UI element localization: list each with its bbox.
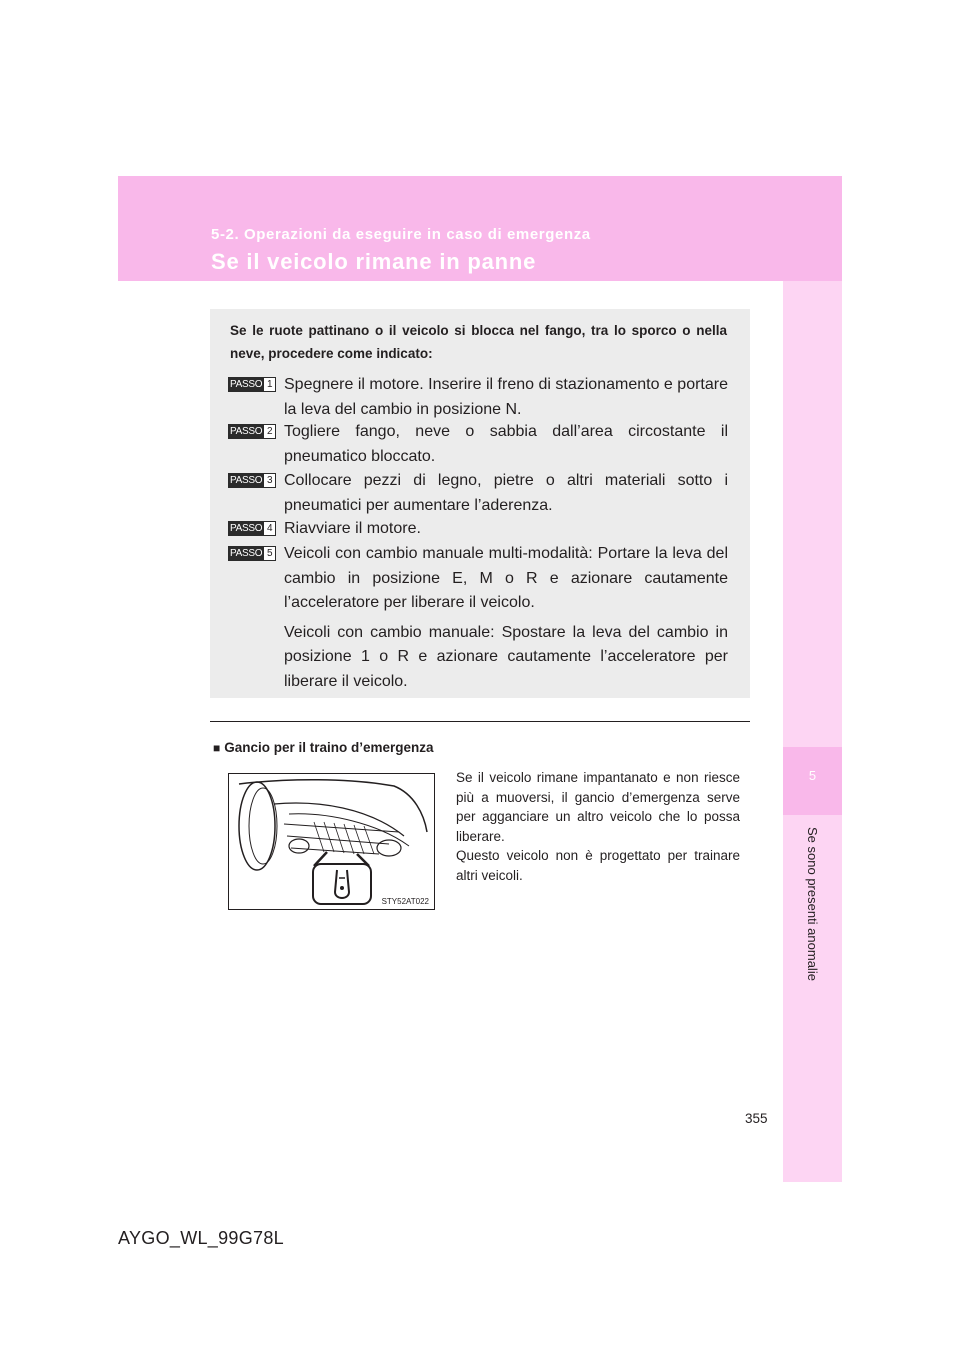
step-tag: PASSO	[230, 426, 263, 437]
step-3	[228, 469, 728, 518]
step-4	[228, 517, 728, 542]
tow-hook-description	[456, 768, 740, 885]
step-1	[228, 373, 728, 422]
figure-code: STY52AT022	[381, 897, 429, 906]
divider	[210, 721, 750, 722]
step-number: 1	[264, 377, 276, 392]
chapter-title: Se sono presenti anomalie	[805, 827, 820, 981]
step-badge	[228, 521, 276, 536]
step-text: Collocare pezzi di legno, pietre o altri materiali sotto i pneumatici per aumentare l’aderenza.	[284, 472, 728, 514]
tow-hook-paragraph-2: Questo veicolo non è progettato per trainare altri veicoli.	[456, 848, 740, 883]
step-number: 2	[264, 424, 276, 439]
tow-hook-drawing	[229, 774, 434, 909]
step-extra-text: Veicoli con cambio manuale: Spostare la leva del cambio in posizione 1 o R e azionare cautamente l’acceleratore per liberare il veicolo.	[284, 623, 728, 690]
step-text: Veicoli con cambio manuale multi-modalità: Portare la leva del cambio in posizione E, M o R e azionare cautamente l’acceleratore per liberare il veicolo.	[284, 545, 728, 611]
side-bar-top	[783, 281, 842, 747]
side-bar-bottom	[783, 815, 842, 1182]
page-number: 355	[745, 1111, 768, 1126]
step-badge	[228, 377, 276, 392]
chapter-tab	[783, 747, 842, 815]
step-text: Riavviare il motore.	[284, 520, 421, 537]
intro-text: Se le ruote pattinano o il veicolo si blocca nel fango, tra lo sporco o nella neve, procedere come indicato:	[230, 323, 727, 361]
step-tag: PASSO	[230, 379, 263, 390]
step-5	[228, 542, 728, 694]
step-number: 4	[264, 521, 276, 536]
step-text: Spegnere il motore. Inserire il freno di stazionamento e portare la leva del cambio in posizione N.	[284, 376, 728, 418]
page-title: Se il veicolo rimane in panne	[211, 249, 537, 274]
step-2	[228, 420, 728, 469]
step-number: 3	[264, 473, 276, 488]
tow-hook-illustration	[228, 773, 435, 910]
step-badge	[228, 424, 276, 439]
tow-hook-heading	[213, 740, 434, 755]
step-tag: PASSO	[230, 548, 263, 559]
step-number: 5	[264, 546, 276, 561]
step-badge	[228, 546, 276, 561]
procedure-box	[210, 309, 750, 698]
step-text: Togliere fango, neve o sabbia dall’area circostante il pneumatico bloccato.	[284, 423, 728, 465]
step-tag: PASSO	[230, 475, 263, 486]
step-badge	[228, 473, 276, 488]
document-code: AYGO_WL_99G78L	[118, 1228, 284, 1248]
bullet-square: ■	[213, 741, 221, 755]
chapter-number: 5	[808, 768, 817, 783]
tow-hook-heading-text: Gancio per il traino d’emergenza	[224, 740, 434, 755]
tow-hook-paragraph-1: Se il veicolo rimane impantanato e non riesce più a muoversi, il gancio d’emergenza serve per agganciare un altro veicolo che lo possa liberare.	[456, 770, 740, 844]
step-tag: PASSO	[230, 523, 263, 534]
section-label: 5-2. Operazioni da eseguire in caso di emergenza	[211, 226, 591, 243]
